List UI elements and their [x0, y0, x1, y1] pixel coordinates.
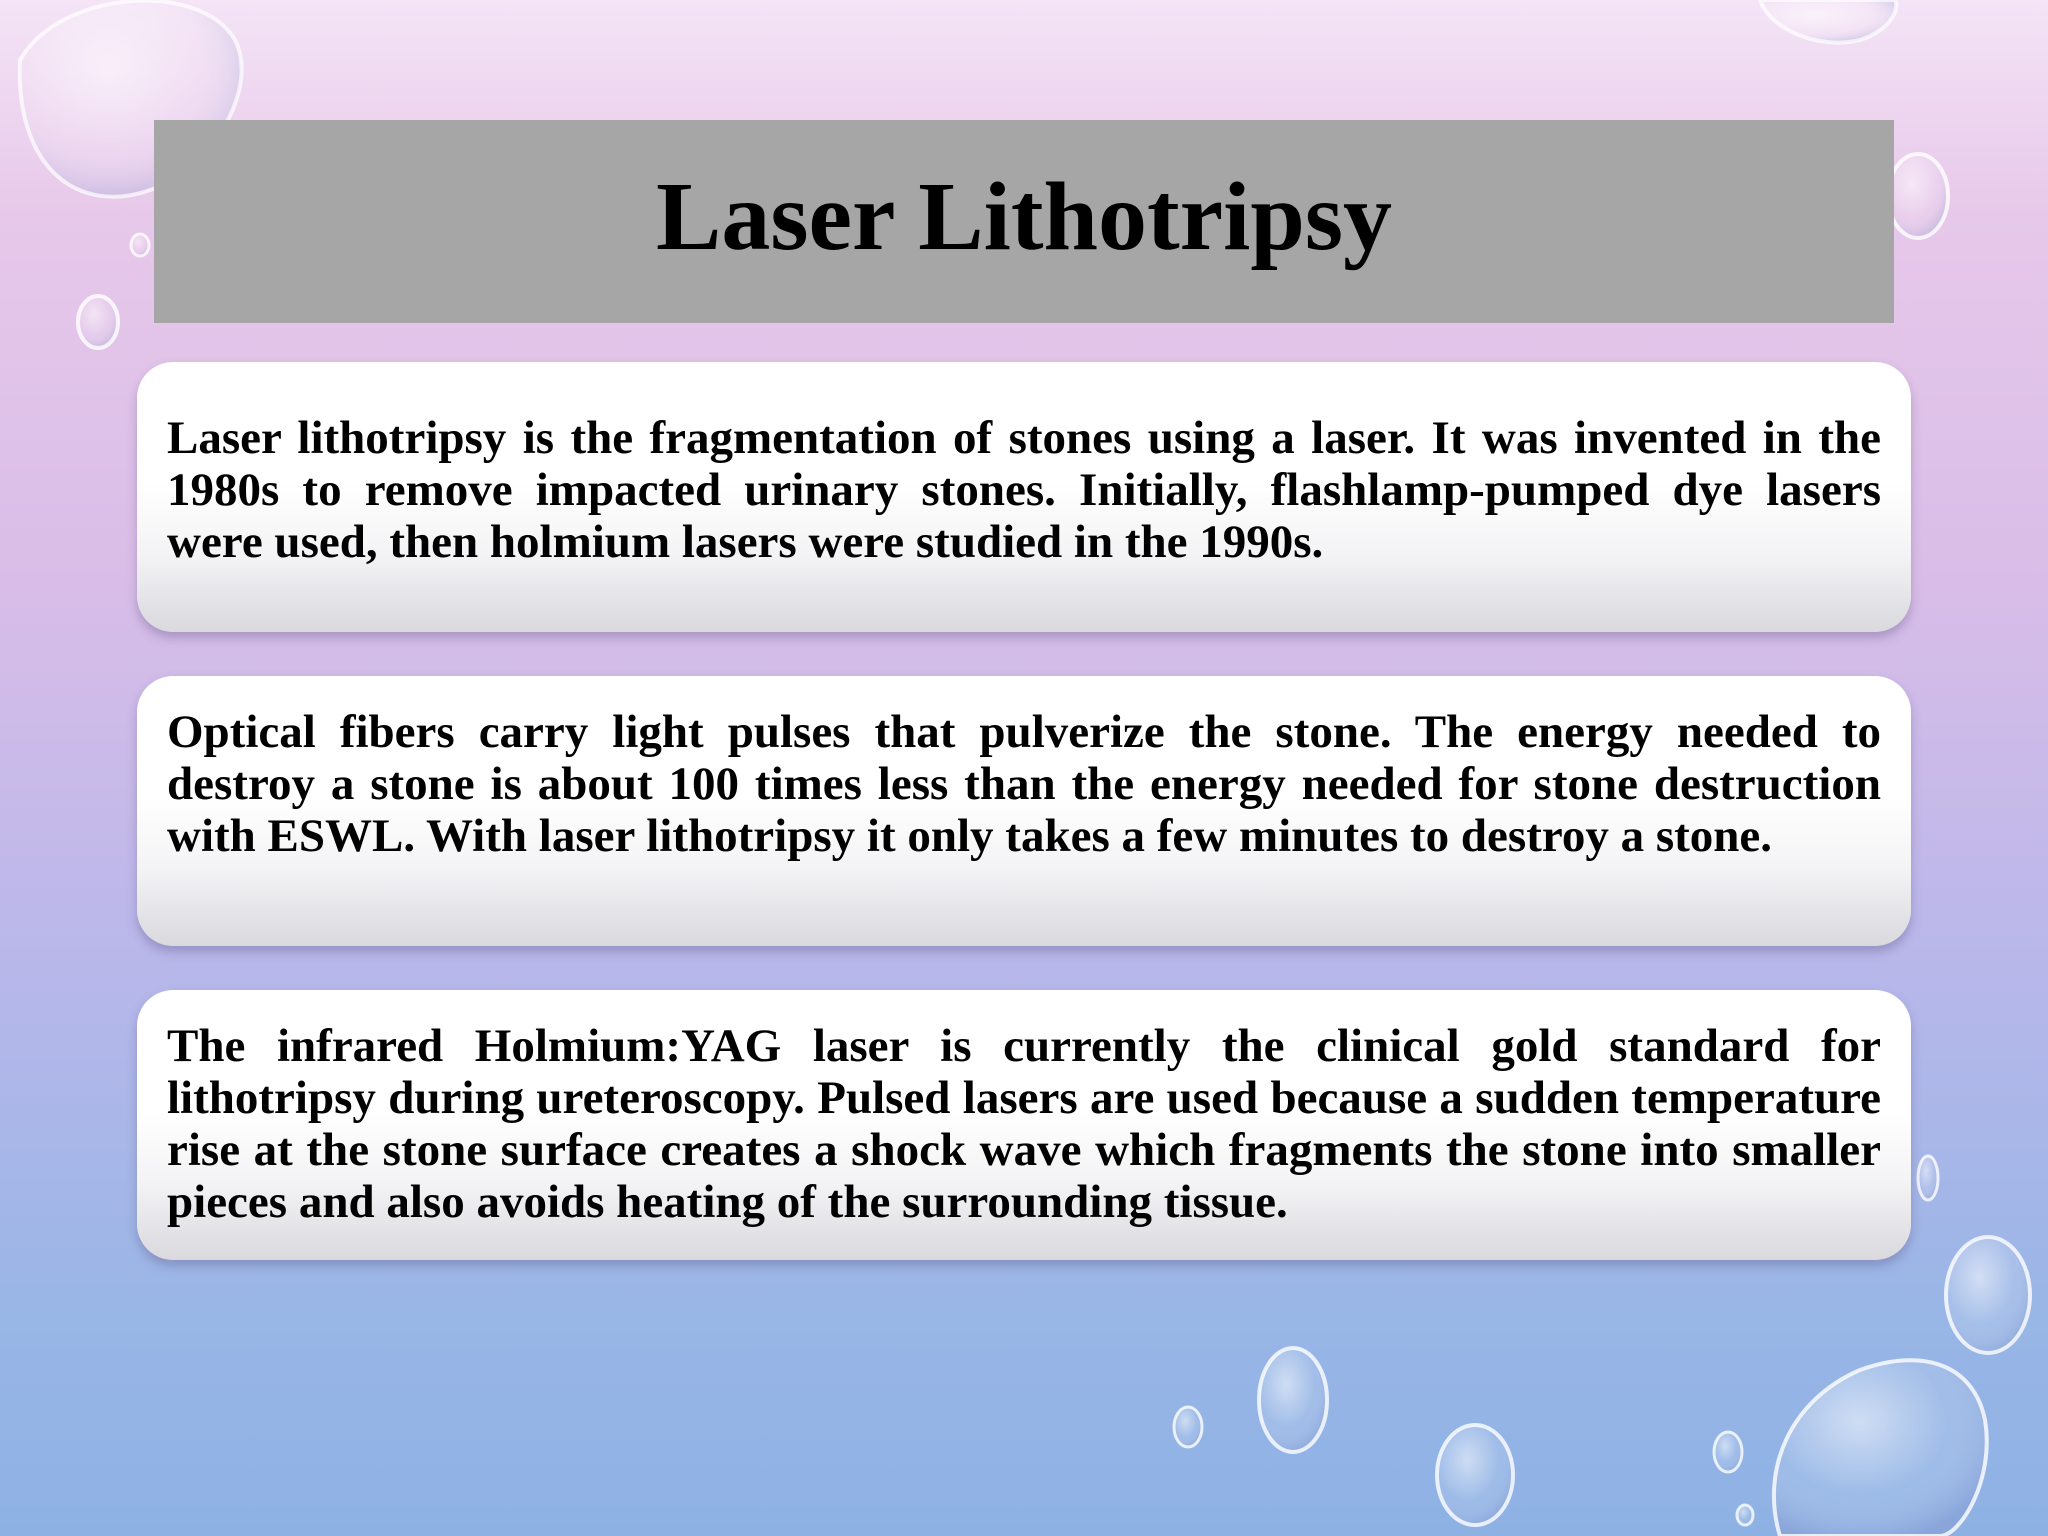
slide-title: Laser Lithotripsy: [656, 162, 1392, 271]
droplet-icon: [1918, 1156, 1938, 1200]
paragraph-1: Laser lithotripsy is the fragmentation of stones using a laser. It was invented in the 1980s to remove impacted urinary stones. Initially, flashlamp-pumped dye lasers were used, then holmium lasers were studied in the 1990s.: [167, 412, 1881, 568]
text-card-2: [137, 676, 1911, 946]
droplet-icon: [1259, 1348, 1327, 1452]
droplet-icon: [1774, 1360, 1987, 1536]
paragraph-2: Optical fibers carry light pulses that pulverize the stone. The energy needed to destroy a stone is about 100 times less than the energy needed for stone destruction with ESWL. With laser lithotripsy it only takes a few minutes to destroy a stone.: [167, 706, 1881, 862]
droplet-icon: [1737, 1505, 1753, 1525]
text-card-3: [137, 990, 1911, 1260]
title-bar: [154, 120, 1894, 323]
droplet-icon: [1174, 1407, 1202, 1447]
droplet-icon: [131, 234, 149, 256]
text-card-1: [137, 362, 1911, 632]
droplet-icon: [1437, 1425, 1513, 1525]
droplet-icon: [1888, 154, 1948, 238]
paragraph-3: The infrared Holmium:YAG laser is currently the clinical gold standard for lithotripsy during ureteroscopy. Pulsed lasers are used because a sudden temperature rise at the stone surface creates a shock wave which fragments the stone into smaller pieces and also avoids heating of the surrounding tissue.: [167, 1020, 1881, 1228]
droplet-icon: [78, 296, 118, 348]
droplet-icon: [1714, 1432, 1742, 1472]
droplet-icon: [1946, 1237, 2030, 1353]
droplet-icon: [1760, 0, 1896, 43]
